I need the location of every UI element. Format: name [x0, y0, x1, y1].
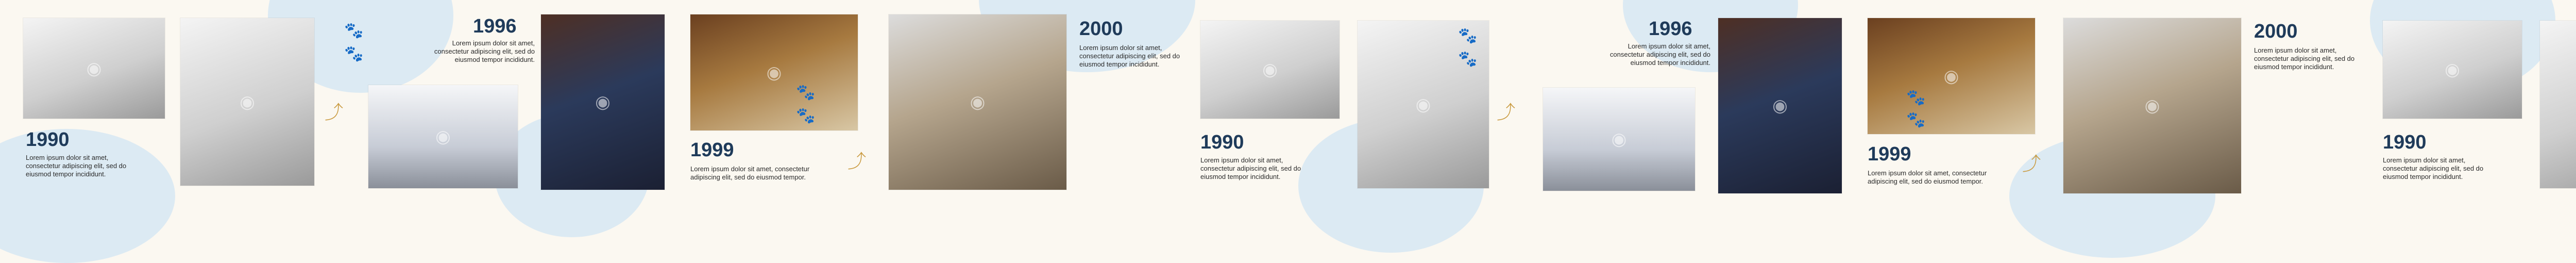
curved-arrow-icon: ⤴ — [1497, 102, 1516, 123]
paw-print-icon: 🐾 — [796, 107, 816, 125]
camera-icon: ◉ — [86, 58, 102, 79]
paw-print-icon: 🐾 — [1906, 89, 1926, 107]
year-1999-description: Lorem ipsum dolor sit amet, consectetur adipiscing elit, sed do eiusmod tempor. — [1868, 169, 1987, 185]
paw-print-icon: 🐾 — [1906, 111, 1926, 129]
photo-staff-group — [1543, 88, 1695, 191]
photo-team-group — [2383, 21, 2522, 119]
photo-surgery — [1718, 18, 1842, 193]
photo-dog-with-baby — [690, 14, 858, 130]
paw-print-icon: 🐾 — [1458, 50, 1478, 68]
camera-icon: ◉ — [240, 91, 255, 112]
year-1999: 1999 — [1868, 143, 1911, 165]
year-1996-description: Lorem ipsum dolor sit amet, consectetur adipiscing elit, sed do eiusmod tempor incididunt. — [1609, 42, 1710, 67]
photo-vet-examining-dog — [2063, 18, 2241, 193]
paw-print-icon: 🐾 — [796, 84, 816, 102]
camera-icon: ◉ — [2144, 95, 2160, 116]
year-1990-description: Lorem ipsum dolor sit amet, consectetur adipiscing elit, sed do eiusmod tempor incididunt. — [26, 154, 127, 178]
camera-icon: ◉ — [595, 92, 611, 112]
year-2000-description: Lorem ipsum dolor sit amet, consectetur adipiscing elit, sed do eiusmod tempor incididunt. — [2254, 46, 2355, 71]
year-1990-description: Lorem ipsum dolor sit amet, consectetur adipiscing elit, sed do eiusmod tempor incididunt. — [2383, 156, 2484, 180]
photo-surgery — [541, 14, 665, 190]
year-1990: 1990 — [2383, 132, 2427, 153]
camera-icon: ◉ — [1611, 129, 1627, 150]
year-1990: 1990 — [26, 129, 70, 151]
photo-vet-with-cat — [2540, 21, 2576, 188]
camera-icon: ◉ — [1415, 94, 1431, 115]
photo-vet-examining-dog — [889, 14, 1066, 190]
photo-dog-with-baby — [1868, 18, 2035, 134]
photo-vet-with-cat — [180, 18, 314, 186]
camera-icon: ◉ — [2445, 59, 2460, 80]
year-1996-description: Lorem ipsum dolor sit amet, consectetur adipiscing elit, sed do eiusmod tempor incididunt. — [434, 39, 535, 63]
year-1990-description: Lorem ipsum dolor sit amet, consectetur adipiscing elit, sed do eiusmod tempor incididunt. — [1200, 156, 1301, 180]
camera-icon: ◉ — [1262, 59, 1278, 80]
camera-icon: ◉ — [1943, 65, 1959, 87]
photo-team-group — [1200, 21, 1340, 119]
paw-print-icon: 🐾 — [1458, 27, 1478, 45]
curved-arrow-icon: ⤴ — [848, 151, 867, 172]
year-2000: 2000 — [2254, 21, 2298, 42]
camera-icon: ◉ — [766, 62, 782, 83]
year-2000: 2000 — [1079, 18, 1123, 40]
camera-icon: ◉ — [970, 92, 986, 112]
curved-arrow-icon: ⤴ — [325, 102, 344, 123]
year-1999-description: Lorem ipsum dolor sit amet, consectetur adipiscing elit, sed do eiusmod tempor. — [690, 165, 810, 181]
year-1996: 1996 — [1649, 18, 1692, 40]
paw-print-icon: 🐾 — [344, 22, 364, 40]
year-2000-description: Lorem ipsum dolor sit amet, consectetur adipiscing elit, sed do eiusmod tempor incididunt. — [1079, 44, 1180, 68]
photo-vet-with-cat — [1358, 21, 1489, 188]
paw-print-icon: 🐾 — [344, 45, 364, 63]
year-1990: 1990 — [1200, 132, 1244, 153]
photo-team-group — [23, 18, 165, 119]
year-1999: 1999 — [690, 139, 734, 161]
year-1996: 1996 — [473, 15, 517, 37]
camera-icon: ◉ — [1772, 95, 1788, 116]
photo-staff-group — [368, 85, 518, 188]
curved-arrow-icon: ⤴ — [2022, 154, 2041, 175]
camera-icon: ◉ — [435, 126, 451, 147]
